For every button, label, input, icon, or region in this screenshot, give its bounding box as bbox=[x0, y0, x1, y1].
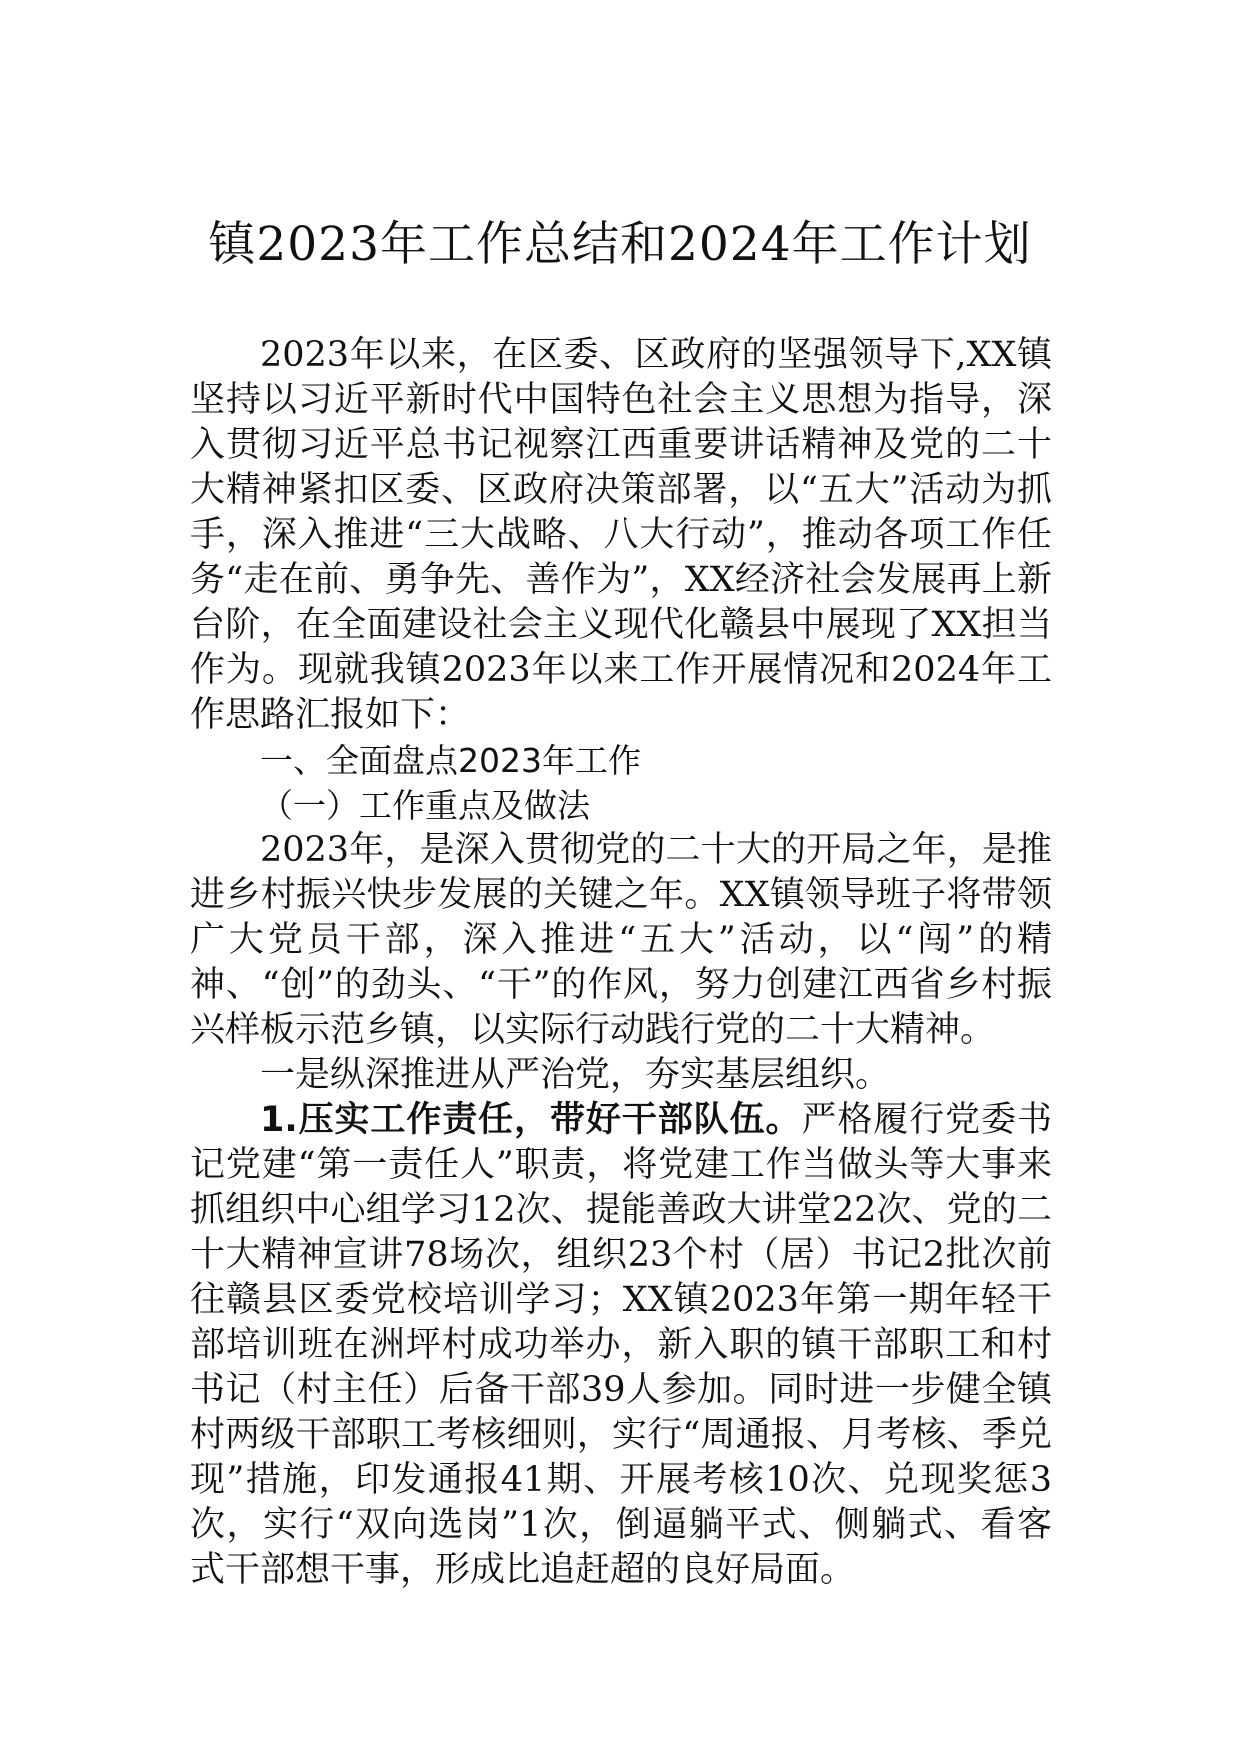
document-body bbox=[190, 333, 1052, 1593]
section-heading: 一、全面盘点2023年工作 bbox=[260, 741, 641, 780]
item-one-lead: 1.压实工作责任，带好干部队伍。 bbox=[260, 1100, 802, 1140]
work-overview-paragraph: 2023年，是深入贯彻党的二十大的开局之年，是推进乡村振兴快步发展的关键之年。XX镇领导班子将带领广大党员干部，深入推进“五大”活动，以“闯”的精神、“创”的劲头、“干”的作风，努力创建江西省乡村振兴样板示范乡镇，以实际行动践行党的二十大精神。 bbox=[190, 830, 1052, 1050]
document-title: 镇2023年工作总结和2024年工作计划 bbox=[208, 217, 1032, 272]
item-one-body: 严格履行党委书记党建“第一责任人”职责，将党建工作当做头等大事来抓组织中心组学习12次、提能善政大讲堂22次、党的二十大精神宣讲78场次，组织23个村（居）书记2批次前往赣县区委党校培训学习；XX镇2023年第一期年轻干部培训班在洲坪村成功举办，新入职的镇干部职工和村书记（村主任）后备干部39人参加。同时进一步健全镇村两级干部职工考核细则，实行“周通报、月考核、季兑现”措施，印发通报41期、开展考核10次、兑现奖惩3次，实行“双向选岗”1次，倒逼躺平式、侧躺式、看客式干部想干事，形成比追赶超的良好局面。 bbox=[190, 1100, 1052, 1590]
intro-paragraph: 2023年以来，在区委、区政府的坚强领导下,XX镇坚持以习近平新时代中国特色社会主义思想为指导，深入贯彻习近平总书记视察江西重要讲话精神及党的二十大精神紧扣区委、区政府决策部署，以“五大”活动为抓手，深入推进“三大战略、八大行动”，推动各项工作任务“走在前、勇争先、善作为”，XX经济社会发展再上新台阶，在全面建设社会主义现代化赣县中展现了XX担当作为。现就我镇2023年以来工作开展情况和2024年工作思路汇报如下： bbox=[190, 335, 1052, 735]
subsection-heading: （一）工作重点及做法 bbox=[260, 786, 590, 825]
point-one-paragraph: 一是纵深推进从严治党，夯实基层组织。 bbox=[260, 1055, 891, 1095]
item-one-paragraph bbox=[190, 1098, 1052, 1593]
